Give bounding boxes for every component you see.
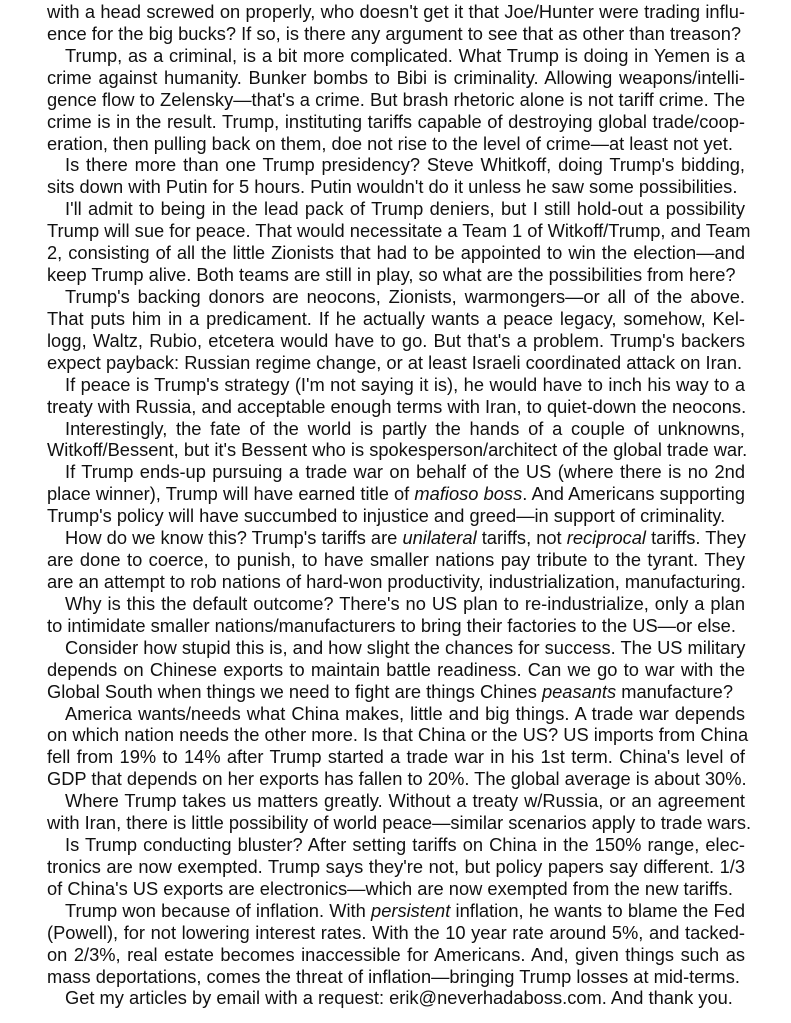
text-line: America wants/needs what China makes, little and big things. A trade war depends (65, 702, 745, 724)
text-segment: place winner), Trump will have earned title of (47, 483, 415, 505)
text-line: logg, Waltz, Rubio, etcetera would have to go. But that's a problem. Trump's backers (47, 329, 745, 351)
text-line: Witkoff/Bessent, but it's Bessent who is spokesperson/architect of the global trade war. (47, 439, 748, 461)
text-line: Interestingly, the fate of the world is partly the hands of a couple of unknowns, (65, 417, 745, 439)
text-line: gence flow to Zelensky—that's a crime. But brash rhetoric alone is not tariff crime. The (47, 88, 745, 110)
text-segment: Global South when things we need to fight are things Chines (47, 680, 542, 702)
italic-emphasis: mafioso boss (414, 483, 523, 505)
italic-emphasis: persistent (371, 899, 451, 921)
text-line: If peace is Trump's strategy (I'm not saying it is), he would have to inch his way to a (65, 373, 745, 395)
text-line: on 2/3%, real estate becomes inaccessible for Americans. And, given things such as (47, 943, 745, 965)
paragraph (47, 527, 745, 593)
text-segment: tariffs. They (645, 527, 746, 549)
text-line: mass deportations, comes the threat of inflation—bringing Trump losses at mid-terms. (47, 965, 740, 987)
text-line: Trump, as a criminal, is a bit more complicated. What Trump is doing in Yemen is a (65, 44, 745, 66)
paragraph (47, 987, 745, 1009)
italic-emphasis: peasants (541, 680, 617, 702)
text-line: If Trump ends-up pursuing a trade war on behalf of the US (where there is no 2nd (65, 461, 745, 483)
text-line: keep Trump alive. Both teams are still in play, so what are the possibilities from here? (47, 264, 736, 286)
text-line: GDP that depends on her exports has fallen to 20%. The global average is about 30%. (47, 768, 747, 790)
text-line: to intimidate smaller nations/manufacturers to bring their factories to the US—or else. (47, 614, 736, 636)
text-line: sits down with Putin for 5 hours. Putin wouldn't do it unless he saw some possibilities. (47, 176, 738, 198)
text-line (47, 527, 745, 549)
article-body (47, 1, 752, 1009)
italic-emphasis: reciprocal (566, 527, 646, 549)
text-line: Consider how stupid this is, and how slight the chances for success. The US military (65, 636, 746, 658)
text-line: tronics are now exempted. Trump says they're not, but policy papers say different. 1/3 (47, 855, 745, 877)
text-line: Where Trump takes us matters greatly. Without a treaty w/Russia, or an agreement (65, 790, 745, 812)
text-line: treaty with Russia, and acceptable enough terms with Iran, to quiet-down the neocons. (47, 395, 747, 417)
text-line: depends on Chinese exports to maintain battle readiness. Can we go to war with the (47, 658, 745, 680)
text-line: Why is this the default outcome? There's no US plan to re-industrialize, only a plan (65, 592, 745, 614)
text-line: That puts him in a predicament. If he actually wants a peace legacy, somehow, Kel- (47, 307, 745, 329)
paragraph (47, 198, 751, 286)
text-line: are an attempt to rob nations of hard-won productivity, industrialization, manufacturing. (47, 570, 746, 592)
paragraph (47, 900, 745, 988)
paragraph (47, 1, 745, 45)
paragraph (47, 461, 745, 527)
text-line: Trump's backing donors are neocons, Zionists, warmongers—or all of the above. (65, 285, 745, 307)
text-segment: inflation, he wants to blame the Fed (450, 899, 746, 921)
italic-emphasis: unilateral (402, 527, 477, 549)
text-line: Trump will sue for peace. That would necessitate a Team 1 of Witkoff/Trump, and Team (47, 220, 751, 242)
paragraph (47, 374, 745, 418)
text-line: ence for the big bucks? If so, is there any argument to see that as other than treason? (47, 22, 742, 44)
paragraph (47, 834, 745, 900)
text-line: I'll admit to being in the lead pack of Trump deniers, but I still hold-out a possibility (65, 198, 745, 220)
paragraph (47, 702, 749, 791)
text-segment: manufacture? (616, 680, 734, 702)
paragraph (47, 417, 748, 462)
text-line (47, 900, 745, 922)
text-segment: How do we know this? Trump's tariffs are (65, 527, 403, 549)
paragraph (47, 790, 752, 834)
text-line (47, 681, 745, 703)
text-line: with Iran, there is little possibility of world peace—similar scenarios apply to trade wars. (47, 812, 752, 834)
paragraph (47, 286, 745, 374)
paragraph (47, 154, 745, 198)
text-line: are done to coerce, to punish, to have smaller nations pay tribute to the tyrant. They (47, 549, 745, 571)
text-line: 2, consisting of all the little Zionists that had to be appointed to win the election—and (47, 242, 745, 264)
text-line: expect payback: Russian regime change, or at least Israeli coordinated attack on Iran. (47, 351, 743, 373)
text-segment: tariffs, not (476, 527, 567, 549)
text-line: eration, then pulling back on them, doe not rise to the level of crime—at least not yet. (47, 132, 733, 154)
paragraph (47, 593, 745, 637)
text-line: Get my articles by email with a request: erik@neverhadaboss.com. And thank you. (65, 987, 733, 1009)
text-line: on which nation needs the other more. Is that China or the US? US imports from China (47, 724, 749, 746)
text-line: (Powell), for not lowering interest rates. With the 10 year rate around 5%, and tacked- (47, 921, 745, 943)
paragraph (47, 45, 745, 155)
text-line: fell from 19% to 14% after Trump started a trade war in his 1st term. China's level of (47, 746, 745, 768)
text-line: Is there more than one Trump presidency? Steve Whitkoff, doing Trump's bidding, (65, 154, 745, 176)
text-line (47, 483, 745, 505)
text-line: Trump's policy will have succumbed to injustice and greed—in support of criminality. (47, 505, 726, 527)
text-line: Is Trump conducting bluster? After setting tariffs on China in the 150% range, elec- (65, 834, 745, 856)
text-line: with a head screwed on properly, who doesn't get it that Joe/Hunter were trading influ- (47, 1, 745, 22)
text-segment: Trump won because of inflation. With (65, 899, 372, 921)
text-line: crime is in the result. Trump, instituting tariffs capable of destroying global trade/coop- (47, 110, 745, 132)
text-line: crime against humanity. Bunker bombs to Bibi is criminality. Allowing weapons/intelli- (47, 66, 745, 88)
paragraph (47, 637, 745, 703)
text-line: of China's US exports are electronics—which are now exempted from the new tariffs. (47, 877, 733, 899)
text-segment: . And Americans supporting (522, 483, 745, 505)
